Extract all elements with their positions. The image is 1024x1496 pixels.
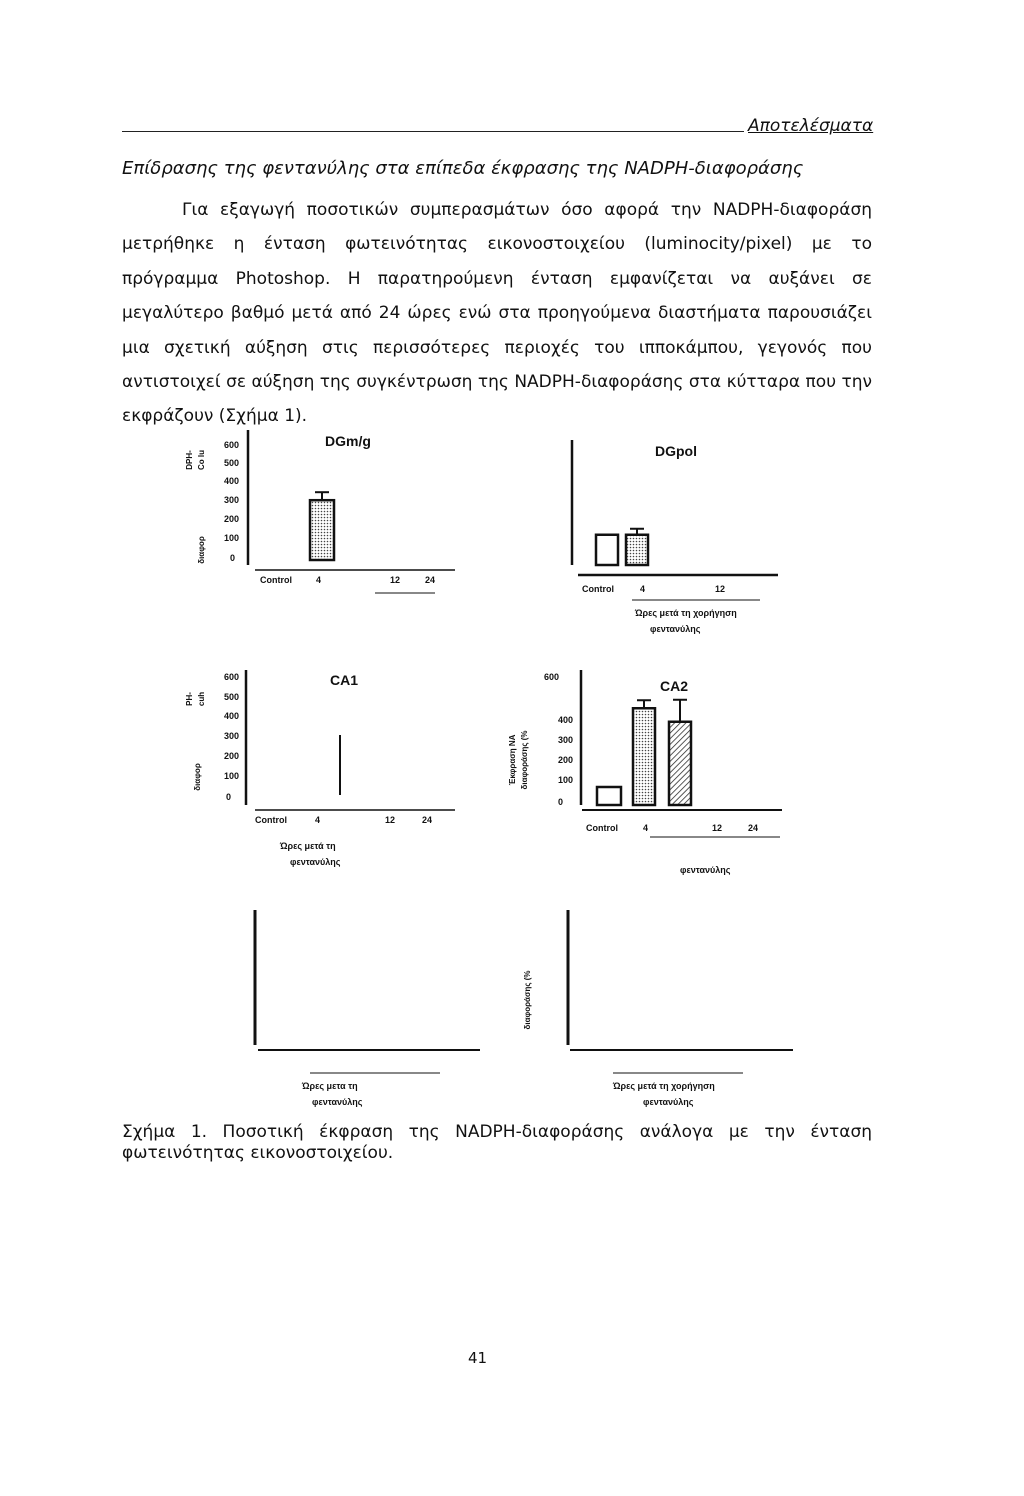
ylabel-part: Έκφραση ΝΑ	[508, 734, 517, 786]
chart-ca1-svg	[170, 665, 460, 880]
x-tick: Control	[586, 823, 618, 833]
y-tick: 300	[224, 495, 240, 505]
ylabel-part: διαφορ	[193, 763, 202, 791]
y-tick: 300	[558, 735, 574, 745]
chart-title: DGpol	[655, 443, 697, 459]
ylabel-part: διαφοράσης (%	[520, 730, 529, 790]
ylabel-part: διαφορ	[197, 536, 206, 564]
x-tick: Control	[582, 584, 614, 594]
chart-ca2-svg	[500, 665, 800, 880]
x-axis-label-line2: φεντανύλης	[643, 1097, 694, 1107]
y-tick: 600	[224, 440, 240, 450]
x-axis-label	[650, 624, 701, 634]
chart-empty-right-svg	[508, 905, 798, 1120]
x-axis-label-line1: Ώρες μετά τη χορήγηση	[635, 608, 737, 618]
y-tick: 200	[224, 751, 240, 761]
y-tick: 100	[558, 775, 574, 785]
chart-dgmg	[170, 420, 460, 605]
x-axis-label	[290, 857, 341, 867]
body-text	[122, 193, 872, 434]
x-tick: 24	[422, 815, 433, 825]
x-tick: 12	[390, 575, 401, 585]
chart-title: CA1	[330, 672, 359, 688]
chart-ca2	[500, 665, 800, 880]
x-axis-label	[612, 1081, 715, 1091]
x-tick: 4	[316, 575, 322, 585]
y-tick: 100	[224, 533, 240, 543]
chart-dgpol-svg	[560, 420, 800, 650]
chart-empty-right	[508, 905, 798, 1120]
y-tick: 0	[230, 553, 236, 563]
x-axis-label-line1: Ώρες μετα τη	[302, 1081, 358, 1091]
y-tick: 300	[224, 731, 240, 741]
y-tick: 0	[558, 797, 564, 807]
x-axis-label-line2: φεντανύλης	[312, 1097, 363, 1107]
figure-caption: Σχήμα 1. Ποσοτική έκφραση της NADPH-διαφοράσης ανάλογα με την ένταση φωτεινότητας εικονοστοιχείου.	[122, 1122, 872, 1163]
body-paragraph: Για εξαγωγή ποσοτικών συμπερασμάτων όσο αφορά την NADPH-διαφοράση μετρήθηκε η ένταση φωτεινότητας εικονοστοιχείου (luminocity/pixel) με το πρόγραμμα Photoshop. Η παρατηρούμενη ένταση εμφανίζεται να αυξάνει σε μεγαλύτερο βαθμό μετά από 24 ώρες ενώ στα προηγούμενα διαστήματα παρουσιάζει μια σχετική αύξηση στις περισσότερες περιοχές του ιπποκάμπου, γεγονός που αντιστοιχεί σε αύξηση της συγκέντρωση της NADPH-διαφοράσης στα κύτταρα που την εκφράζουν (Σχήμα 1).	[122, 200, 872, 427]
x-axis-label	[634, 608, 737, 618]
x-tick: 4	[640, 584, 646, 594]
x-axis-label	[279, 841, 336, 851]
x-axis-label: φεντανύλης	[680, 865, 731, 875]
ylabel-part: cuh	[197, 691, 206, 707]
x-axis-label-line1: Ώρες μετά τη	[280, 841, 336, 851]
x-tick: Control	[255, 815, 287, 825]
section-title: Επίδρασης της φεντανύλης στα επίπεδα έκφρασης της NADPH-διαφοράσης	[122, 158, 804, 179]
chart-ca1	[170, 665, 460, 880]
ylabel-part: διαφοράσης (%	[523, 970, 532, 1030]
ylabel-part: PH-	[185, 692, 194, 706]
y-tick: 200	[558, 755, 574, 765]
chart-empty-left	[250, 905, 490, 1120]
x-tick: 12	[385, 815, 396, 825]
ylabel-part: DPH-	[185, 450, 194, 470]
x-tick: 4	[643, 823, 649, 833]
x-axis-label	[643, 1097, 694, 1107]
x-tick: 24	[748, 823, 759, 833]
bar	[310, 500, 334, 560]
x-tick: 24	[425, 575, 436, 585]
bar	[596, 535, 618, 565]
chart-dgpol	[560, 420, 800, 650]
y-tick: 400	[224, 711, 240, 721]
bar	[626, 535, 648, 565]
ylabel-part: Co lu	[197, 450, 206, 470]
y-tick: 500	[224, 458, 240, 468]
chart-title: DGm/g	[325, 433, 371, 449]
x-axis-label	[312, 1097, 363, 1107]
x-tick: Control	[260, 575, 292, 585]
x-axis-label-line2: φεντανύλης	[290, 857, 341, 867]
y-tick: 500	[224, 692, 240, 702]
x-tick: 4	[315, 815, 321, 825]
chart-empty-left-svg	[250, 905, 490, 1120]
y-tick: 0	[226, 792, 232, 802]
x-axis-label-line2: φεντανύλης	[650, 624, 701, 634]
x-axis-label	[301, 1081, 358, 1091]
x-tick: 12	[715, 584, 726, 594]
y-tick: 100	[224, 771, 240, 781]
chart-dgmg-svg	[170, 420, 460, 605]
y-tick: 200	[224, 514, 240, 524]
y-tick: 600	[224, 672, 240, 682]
header-rule	[122, 131, 744, 132]
bar-group	[310, 492, 334, 560]
bar	[669, 722, 691, 805]
bar-group	[597, 700, 691, 805]
y-tick: 600	[544, 672, 560, 682]
y-tick: 400	[558, 715, 574, 725]
bar	[633, 708, 655, 805]
bar-group	[596, 529, 648, 565]
bar	[597, 787, 621, 805]
x-tick: 12	[712, 823, 723, 833]
x-axis-label-line1: Ώρες μετά τη χορήγηση	[613, 1081, 715, 1091]
y-tick: 400	[224, 476, 240, 486]
chart-title: CA2	[660, 678, 689, 694]
page-number: 41	[468, 1349, 488, 1367]
section-label: Αποτελέσματα	[748, 116, 874, 136]
